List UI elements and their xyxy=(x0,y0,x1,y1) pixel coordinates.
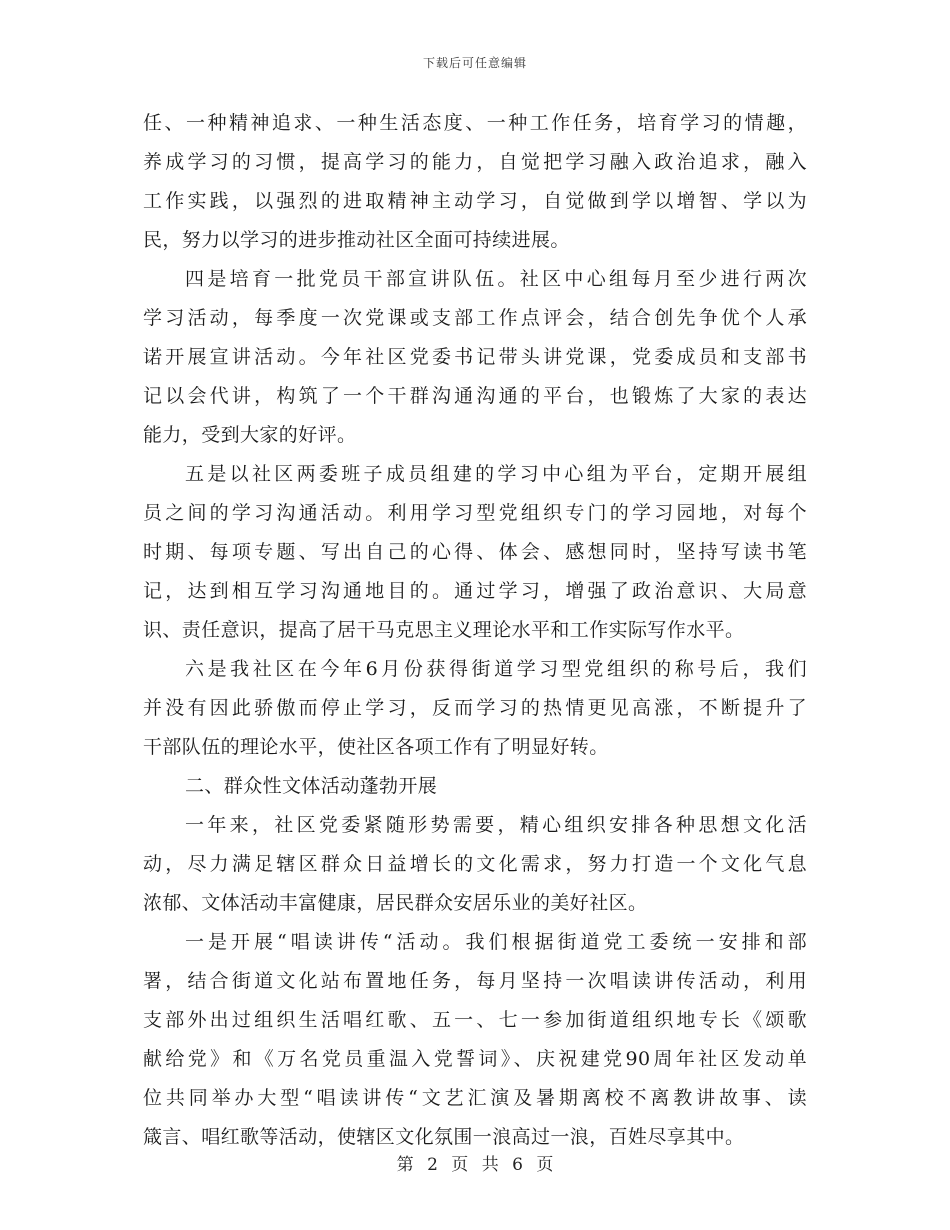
paragraph xyxy=(143,923,807,1157)
paragraph xyxy=(143,455,807,650)
text-line: 学习活动，每季度一次党课或支部工作点评会，结合创先争优个人承 xyxy=(143,307,807,329)
text-line: 浓郁、文体活动丰富健康，居民群众安居乐业的美好社区。 xyxy=(143,892,648,914)
text-line: 并没有因此骄傲而停止学习，反而学习的热情更见高涨，不断提升了 xyxy=(143,697,807,719)
text-line: 养成学习的习惯，提高学习的能力，自觉把学习融入政治追求，融入 xyxy=(143,151,807,173)
text-line: 一是开展“唱读讲传“活动。我们根据街道党工委统一安排和部 xyxy=(185,931,807,953)
text-line: 记，达到相互学习沟通地目的。通过学习，增强了政治意识、大局意 xyxy=(143,580,807,602)
text-line: 一年来，社区党委紧随形势需要，精心组织安排各种思想文化活 xyxy=(185,814,807,836)
text-line: 民，努力以学习的进步推动社区全面可持续进展。 xyxy=(143,229,570,251)
text-line: 能力，受到大家的好评。 xyxy=(143,424,357,446)
text-line: 箴言、唱红歌等活动，使辖区文化氛围一浪高过一浪，百姓尽享其中。 xyxy=(143,1126,745,1148)
text-line: 献给党》和《万名党员重温入党誓词》、庆祝建党90周年社区发动单 xyxy=(143,1048,807,1070)
text-line: 员之间的学习沟通活动。利用学习型党组织专门的学习园地，对每个 xyxy=(143,502,807,524)
paragraph xyxy=(143,767,807,806)
text-line: 识、责任意识，提高了居干马克思主义理论水平和工作实际写作水平。 xyxy=(143,619,745,641)
text-line: 支部外出过组织生活唱红歌、五一、七一参加街道组织地专长《颂歌 xyxy=(143,1009,807,1031)
text-line: 时期、每项专题、写出自己的心得、体会、感想同时，坚持写读书笔 xyxy=(143,541,807,563)
text-line: 六是我社区在今年6月份获得街道学习型党组织的称号后，我们 xyxy=(185,658,807,680)
footer-prefix: 第 xyxy=(396,1155,414,1175)
paragraph xyxy=(143,806,807,923)
document-body xyxy=(143,104,807,1157)
text-line: 动，尽力满足辖区群众日益增长的文化需求，努力打造一个文化气息 xyxy=(143,853,807,875)
footer-total-prefix: 共 xyxy=(481,1155,499,1175)
text-line: 位共同举办大型“唱读讲传“文艺汇演及暑期离校不离教讲故事、读 xyxy=(143,1087,807,1109)
text-line: 五是以社区两委班子成员组建的学习中心组为平台，定期开展组 xyxy=(185,463,807,485)
text-line: 诺开展宣讲活动。今年社区党委书记带头讲党课，党委成员和支部书 xyxy=(143,346,807,368)
text-line: 记以会代讲，构筑了一个干群沟通沟通的平台，也锻炼了大家的表达 xyxy=(143,385,807,407)
footer-total-suffix: 页 xyxy=(536,1155,554,1175)
text-line: 二、群众性文体活动蓬勃开展 xyxy=(185,775,438,797)
page-footer xyxy=(0,1150,950,1175)
text-line: 四是培育一批党员干部宣讲队伍。社区中心组每月至少进行两次 xyxy=(185,268,807,290)
paragraph xyxy=(143,260,807,455)
paragraph xyxy=(143,104,807,260)
footer-current-page: 2 xyxy=(427,1155,438,1175)
page-header: 下载后可任意编辑 xyxy=(422,56,527,70)
text-line: 干部队伍的理论水平，使社区各项工作有了明显好转。 xyxy=(143,736,609,758)
text-line: 任、一种精神追求、一种生活态度、一种工作任务，培育学习的情趣， xyxy=(143,112,807,134)
text-line: 工作实践，以强烈的进取精神主动学习，自觉做到学以增智、学以为 xyxy=(143,190,807,212)
text-line: 署，结合街道文化站布置地任务，每月坚持一次唱读讲传活动，利用 xyxy=(143,970,807,992)
footer-total-pages: 6 xyxy=(512,1155,523,1175)
footer-page-word: 页 xyxy=(451,1155,469,1175)
paragraph xyxy=(143,650,807,767)
